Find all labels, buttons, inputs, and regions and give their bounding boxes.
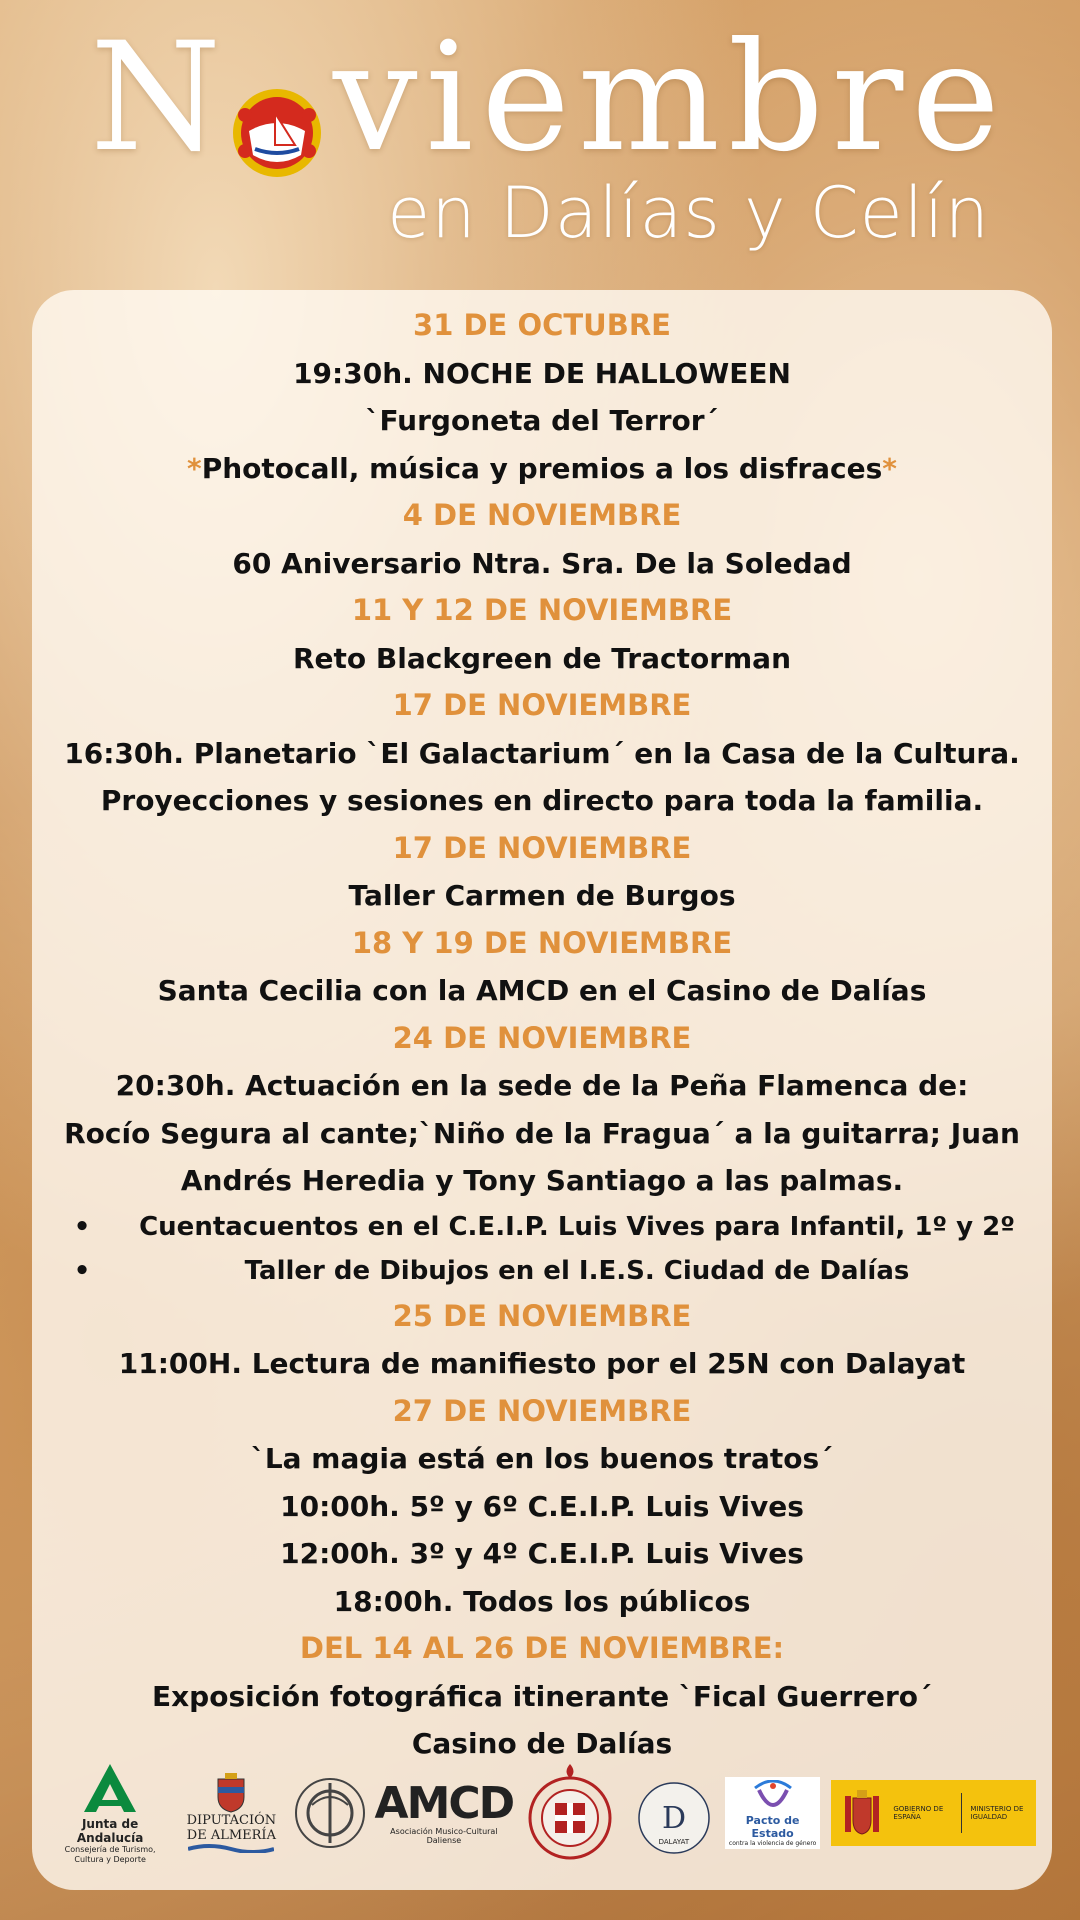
wave-icon bbox=[188, 1843, 274, 1853]
event-date: 18 Y 19 DE NOVIEMBRE bbox=[351, 925, 733, 960]
event-detail: Andrés Heredia y Tony Santiago a las palmas. bbox=[180, 1164, 904, 1197]
event-bullet-item bbox=[32, 1249, 1052, 1293]
event-detail: Casino de Dalías bbox=[411, 1727, 673, 1760]
title-letter: i bbox=[425, 11, 474, 185]
town-crest-icon bbox=[229, 50, 325, 146]
diputacion-shield-icon bbox=[216, 1773, 246, 1813]
event-detail: 19:30h. NOCHE DE HALLOWEEN bbox=[293, 356, 791, 390]
sponsor-logos bbox=[32, 1758, 1052, 1868]
title-letter: e bbox=[911, 11, 1000, 185]
event-detail: 12:00h. 3º y 4º C.E.I.P. Luis Vives bbox=[280, 1537, 804, 1570]
gobierno-name: GOBIERNO DE ESPAÑA bbox=[893, 1805, 944, 1821]
event-date: 25 DE NOVIEMBRE bbox=[392, 1298, 692, 1333]
event-bullet-text: Cuentacuentos en el C.E.I.P. Luis Vives para Infantil, 1º y 2º bbox=[139, 1211, 1015, 1242]
event-detail-text: Photocall, música y premios a los disfraces bbox=[201, 451, 883, 485]
event-date: 17 DE NOVIEMBRE bbox=[392, 688, 692, 722]
event-detail: `La magia está en los buenos tratos´ bbox=[250, 1442, 834, 1475]
event-date: 24 DE NOVIEMBRE bbox=[392, 1020, 692, 1055]
event-detail: 20:30h. Actuación en la sede de la Peña Flamenca de: bbox=[115, 1069, 969, 1102]
pacto-icon bbox=[751, 1780, 795, 1814]
brotherhood-crest-icon bbox=[519, 1762, 621, 1864]
event-date: 31 DE OCTUBRE bbox=[413, 308, 671, 342]
diputacion-almeria-logo bbox=[184, 1773, 279, 1853]
event-detail: Proyecciones y sesiones en directo para toda la familia. bbox=[100, 784, 984, 817]
title-letter: v bbox=[332, 11, 418, 185]
title-letter: b bbox=[727, 11, 824, 185]
event-detail: Exposición fotográfica itinerante `Fical Guerrero´ bbox=[151, 1679, 932, 1713]
event-date: 4 DE NOVIEMBRE bbox=[402, 498, 682, 532]
header bbox=[0, 0, 1080, 280]
event-detail: Reto Blackgreen de Tractorman bbox=[292, 641, 792, 675]
pacto-estado-logo bbox=[725, 1777, 820, 1849]
pacto-name: Pacto de Estado bbox=[745, 1813, 800, 1840]
page-subtitle: en Dalías y Celín bbox=[387, 172, 990, 254]
title-letter: m bbox=[577, 11, 720, 185]
event-detail: Santa Cecilia con la AMCD en el Casino de Dalías bbox=[157, 974, 927, 1007]
title-letter: N bbox=[90, 11, 222, 185]
event-date: 17 DE NOVIEMBRE bbox=[392, 830, 692, 865]
event-detail: Taller Carmen de Burgos bbox=[348, 879, 736, 912]
amcd-name: AMCD bbox=[374, 1778, 514, 1829]
title-letter: e bbox=[481, 11, 570, 185]
gobierno-espana-logo bbox=[831, 1780, 1036, 1846]
diputacion-line2: DE ALMERÍA bbox=[186, 1828, 276, 1843]
monogram-icon bbox=[292, 1775, 368, 1851]
svg-text:D: D bbox=[661, 1801, 686, 1836]
event-detail: 11:00H. Lectura de manifiesto por el 25N con Dalayat bbox=[118, 1347, 966, 1380]
events-list bbox=[32, 302, 1052, 1768]
title-letter: r bbox=[831, 11, 904, 185]
bullet-icon: • bbox=[73, 1255, 91, 1286]
spain-coat-of-arms-icon bbox=[841, 1788, 883, 1838]
event-detail: 60 Aniversario Ntra. Sra. De la Soledad bbox=[232, 546, 852, 580]
diputacion-line1: DIPUTACIÓN bbox=[186, 1813, 277, 1828]
dalayat-logo bbox=[634, 1780, 714, 1846]
monogram-logo bbox=[290, 1775, 370, 1851]
brotherhood-logo bbox=[518, 1762, 623, 1864]
event-date: DEL 14 AL 26 DE NOVIEMBRE: bbox=[299, 1631, 785, 1665]
bullet-icon: • bbox=[73, 1211, 91, 1242]
event-date: 27 DE NOVIEMBRE bbox=[392, 1393, 692, 1428]
events-panel bbox=[32, 290, 1052, 1890]
junta-andalucia-icon bbox=[80, 1762, 140, 1814]
event-detail: `Furgoneta del Terror´ bbox=[365, 404, 719, 437]
amcd-sub: Asociación Musico-Cultural Daliense bbox=[390, 1827, 498, 1845]
event-detail: 16:30h. Planetario `El Galactarium´ en la Casa de la Cultura. bbox=[64, 736, 1020, 770]
junta-name: Junta de Andalucía bbox=[76, 1816, 144, 1845]
dalayat-name: DALAYAT bbox=[658, 1838, 690, 1846]
page-title bbox=[90, 11, 1000, 185]
asterisk-icon: * bbox=[187, 451, 202, 485]
junta-andalucia-logo bbox=[48, 1762, 173, 1865]
amcd-logo bbox=[374, 1778, 514, 1845]
pacto-sub: contra la violencia de género bbox=[728, 1839, 817, 1847]
event-detail bbox=[32, 445, 1052, 493]
asterisk-icon: * bbox=[882, 451, 897, 485]
event-detail: Rocío Segura al cante;`Niño de la Fragua´ a la guitarra; Juan bbox=[64, 1116, 1020, 1150]
junta-sub: Consejería de Turismo, Cultura y Deporte bbox=[64, 1844, 156, 1864]
ministry-name: MINISTERIO DE IGUALDAD bbox=[970, 1805, 1024, 1821]
event-detail: 18:00h. Todos los públicos bbox=[333, 1584, 751, 1618]
event-bullet-item bbox=[32, 1205, 1052, 1249]
event-date: 11 Y 12 DE NOVIEMBRE bbox=[351, 593, 733, 627]
event-detail: 10:00h. 5º y 6º C.E.I.P. Luis Vives bbox=[280, 1489, 804, 1523]
event-bullet-text: Taller de Dibujos en el I.E.S. Ciudad de Dalías bbox=[244, 1255, 910, 1286]
